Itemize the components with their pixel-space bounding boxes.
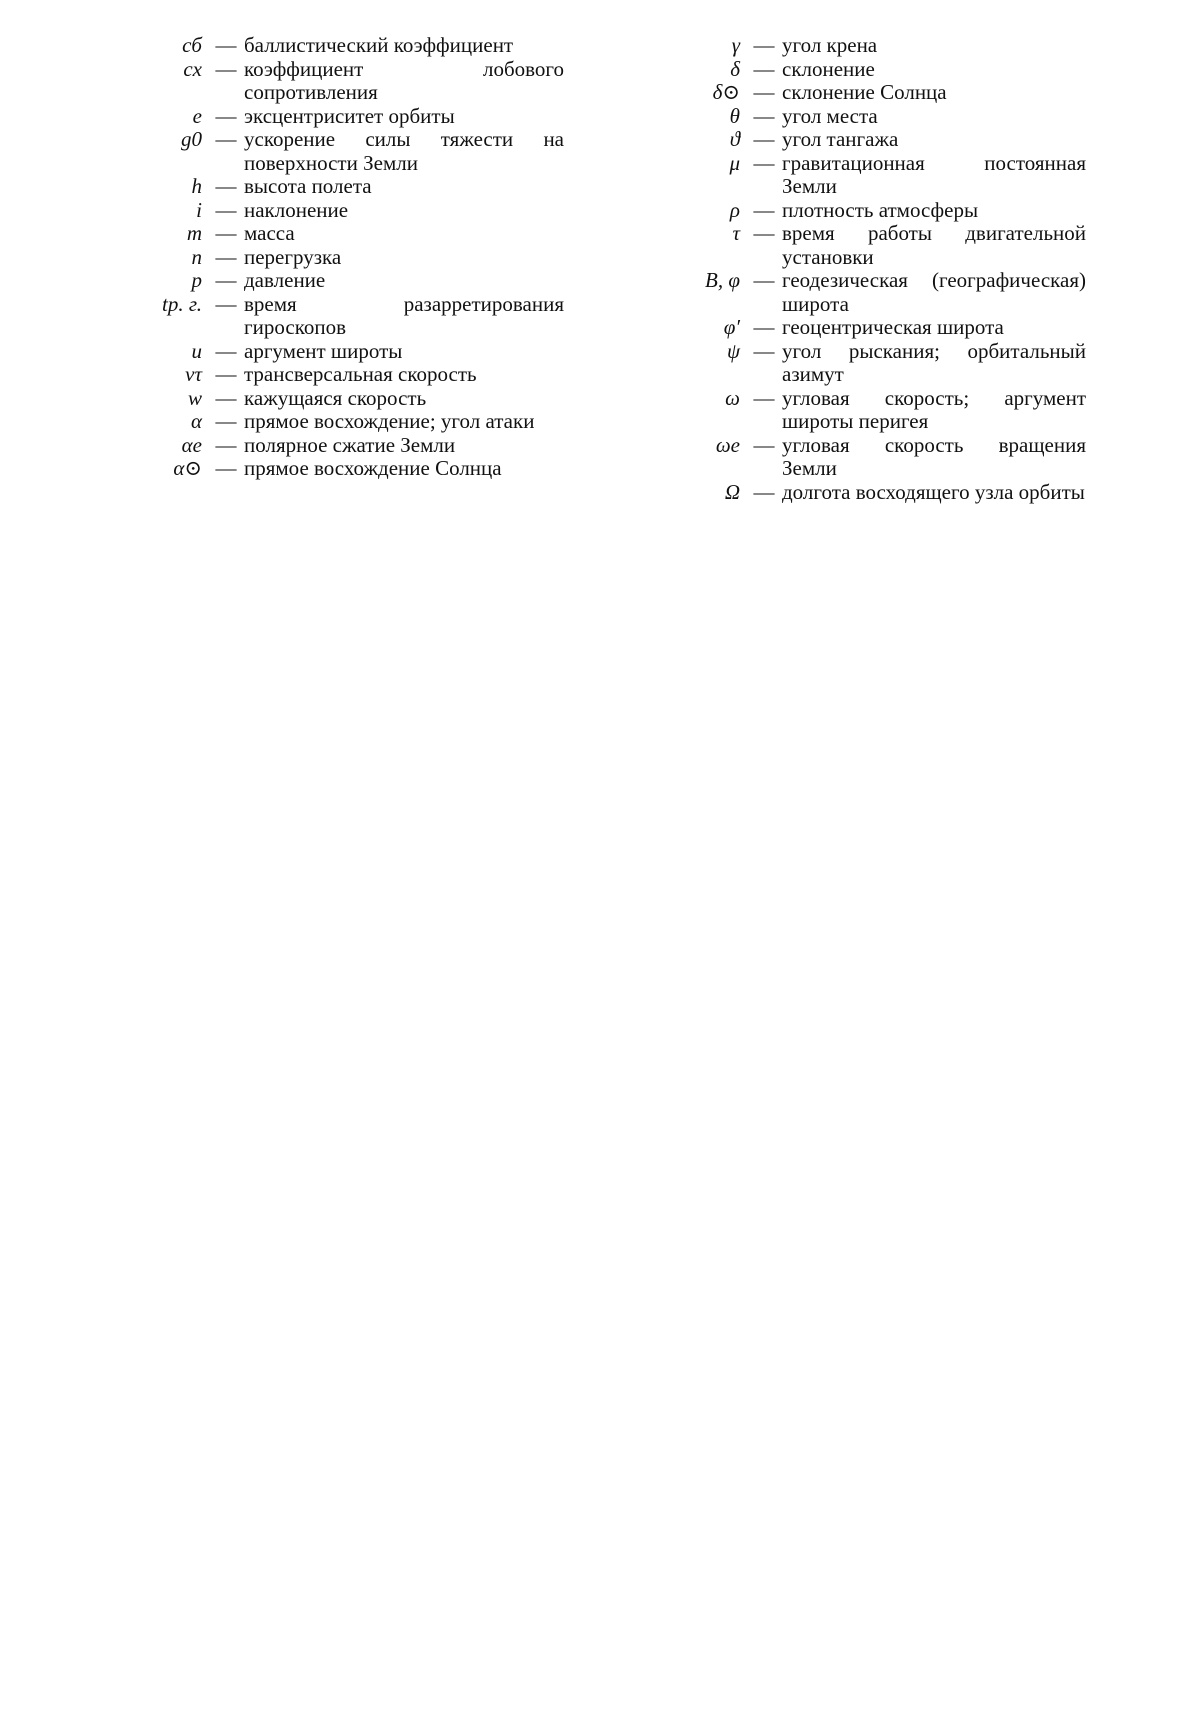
definition: кажущаяся скорость — [244, 385, 427, 410]
dash-separator: — — [753, 150, 775, 175]
definition: ускорение силы тяжести на поверхности Земли — [244, 127, 564, 175]
dash-separator: — — [215, 244, 237, 269]
definition: перегрузка — [244, 244, 342, 269]
dash-separator: — — [215, 197, 237, 222]
definition: плотность атмосферы — [782, 197, 979, 222]
symbol-entry — [118, 410, 568, 434]
symbol: ωe — [715, 432, 740, 457]
definition: угол рыскания; орбитальный азимут — [782, 338, 1086, 386]
dash-separator: — — [753, 197, 775, 222]
symbol: vτ — [185, 362, 202, 386]
definition: гравитационная постоянная Земли — [782, 150, 1086, 198]
symbol: tр. г. — [161, 291, 202, 316]
symbol: ψ — [726, 338, 740, 363]
definition: масса — [244, 221, 295, 245]
symbol-entry — [630, 222, 1090, 269]
definition: эксцентриситет орбиты — [244, 103, 455, 128]
symbol-entry — [630, 128, 1090, 152]
definition: давление — [244, 268, 326, 292]
symbol-entry — [630, 105, 1090, 129]
symbol: δ — [730, 56, 740, 81]
symbol: ρ — [729, 197, 740, 222]
dash-separator: — — [215, 432, 237, 457]
symbol: Ω — [724, 479, 740, 504]
definition: высота полета — [244, 174, 372, 198]
symbol-entry — [118, 222, 568, 246]
dash-separator: — — [753, 315, 775, 339]
symbol-entry — [630, 34, 1090, 58]
symbol-entry — [630, 481, 1090, 505]
symbol-entry — [118, 105, 568, 129]
dash-separator: — — [753, 268, 775, 292]
dash-separator: — — [215, 103, 237, 128]
definition: время разарретирования гироскопов — [244, 291, 564, 339]
definition: угол тангажа — [782, 127, 899, 151]
symbol-entry — [118, 246, 568, 270]
dash-separator: — — [753, 103, 775, 128]
symbol: e — [192, 103, 202, 128]
symbol: h — [191, 174, 202, 198]
symbol-entry — [118, 34, 568, 58]
symbol: γ — [731, 33, 740, 57]
symbol: cб — [182, 33, 202, 57]
symbol: ϑ — [729, 127, 740, 151]
symbol: ω — [725, 385, 740, 410]
dash-separator: — — [753, 385, 775, 410]
definition: прямое восхождение; угол атаки — [244, 409, 535, 433]
symbol-entry — [118, 128, 568, 175]
symbol-entry — [630, 58, 1090, 82]
dash-separator: — — [215, 221, 237, 245]
definition: баллистический коэффициент — [244, 33, 514, 57]
symbol: α — [190, 409, 202, 433]
definition: склонение Солнца — [782, 80, 947, 104]
symbol: i — [196, 197, 202, 222]
symbol: w — [187, 385, 202, 410]
dash-separator: — — [753, 56, 775, 81]
symbol-entry — [630, 81, 1090, 105]
definition: время работы двигательной установки — [782, 221, 1086, 269]
definition: склонение — [782, 56, 875, 81]
symbol-entry — [118, 387, 568, 411]
dash-separator: — — [215, 362, 237, 386]
dash-separator: — — [753, 80, 775, 104]
symbol-entry — [118, 457, 568, 481]
symbol-entry — [630, 340, 1090, 387]
symbol-entry — [630, 199, 1090, 223]
definition: полярное сжатие Земли — [244, 432, 456, 457]
dash-separator: — — [215, 409, 237, 433]
definition: трансверсальная скорость — [244, 362, 477, 386]
dash-separator: — — [215, 174, 237, 198]
definition: долгота восходящего узла орбиты — [782, 479, 1085, 504]
dash-separator: — — [215, 56, 237, 81]
symbols-list-left — [118, 34, 568, 481]
dash-separator: — — [215, 268, 237, 292]
symbol-entry — [630, 152, 1090, 199]
definition: угловая скорость; аргумент широты перигея — [782, 385, 1086, 433]
symbol-entry — [630, 434, 1090, 481]
dash-separator: — — [753, 127, 775, 151]
symbol-entry — [118, 269, 568, 293]
definition: угловая скорость вращения Земли — [782, 432, 1086, 480]
dash-separator: — — [753, 479, 775, 504]
symbol-entry — [118, 58, 568, 105]
symbol: αe — [181, 432, 202, 457]
symbol: α⊙ — [173, 456, 202, 480]
symbol: n — [191, 244, 202, 269]
dash-separator: — — [215, 385, 237, 410]
symbol-entry — [118, 199, 568, 223]
dash-separator: — — [215, 33, 237, 57]
dash-separator: — — [215, 456, 237, 480]
symbol: φ′ — [723, 315, 740, 339]
symbol-entry — [118, 434, 568, 458]
symbol-entry — [118, 175, 568, 199]
dash-separator: — — [215, 127, 237, 151]
symbol: μ — [729, 150, 740, 175]
definition: прямое восхождение Солнца — [244, 456, 502, 480]
symbol: m — [186, 221, 202, 245]
symbol-entry — [118, 363, 568, 387]
dash-separator: — — [215, 338, 237, 363]
symbol: θ — [729, 103, 740, 128]
symbol: cx — [183, 56, 202, 81]
definition: коэффициент лобового сопротивления — [244, 56, 564, 104]
symbol: τ — [732, 221, 740, 245]
symbols-list-right — [630, 34, 1090, 504]
symbol: B, φ — [705, 268, 740, 292]
dash-separator: — — [753, 221, 775, 245]
symbol: u — [191, 338, 202, 363]
definition: угол крена — [782, 33, 878, 57]
dash-separator: — — [753, 33, 775, 57]
definition: геоцентрическая широта — [782, 315, 1004, 339]
symbol-entry — [630, 316, 1090, 340]
symbol-entry — [630, 387, 1090, 434]
dash-separator: — — [215, 291, 237, 316]
dash-separator: — — [753, 432, 775, 457]
definition: угол места — [782, 103, 878, 128]
symbol-entry — [630, 269, 1090, 316]
symbol: δ⊙ — [712, 80, 740, 104]
symbol: p — [191, 268, 202, 292]
symbol-entry — [118, 293, 568, 340]
definition: аргумент широты — [244, 338, 403, 363]
definition: геодезическая (географическая) широта — [782, 268, 1086, 316]
symbol: g0 — [181, 127, 202, 151]
definition: наклонение — [244, 197, 349, 222]
dash-separator: — — [753, 338, 775, 363]
symbol-entry — [118, 340, 568, 364]
